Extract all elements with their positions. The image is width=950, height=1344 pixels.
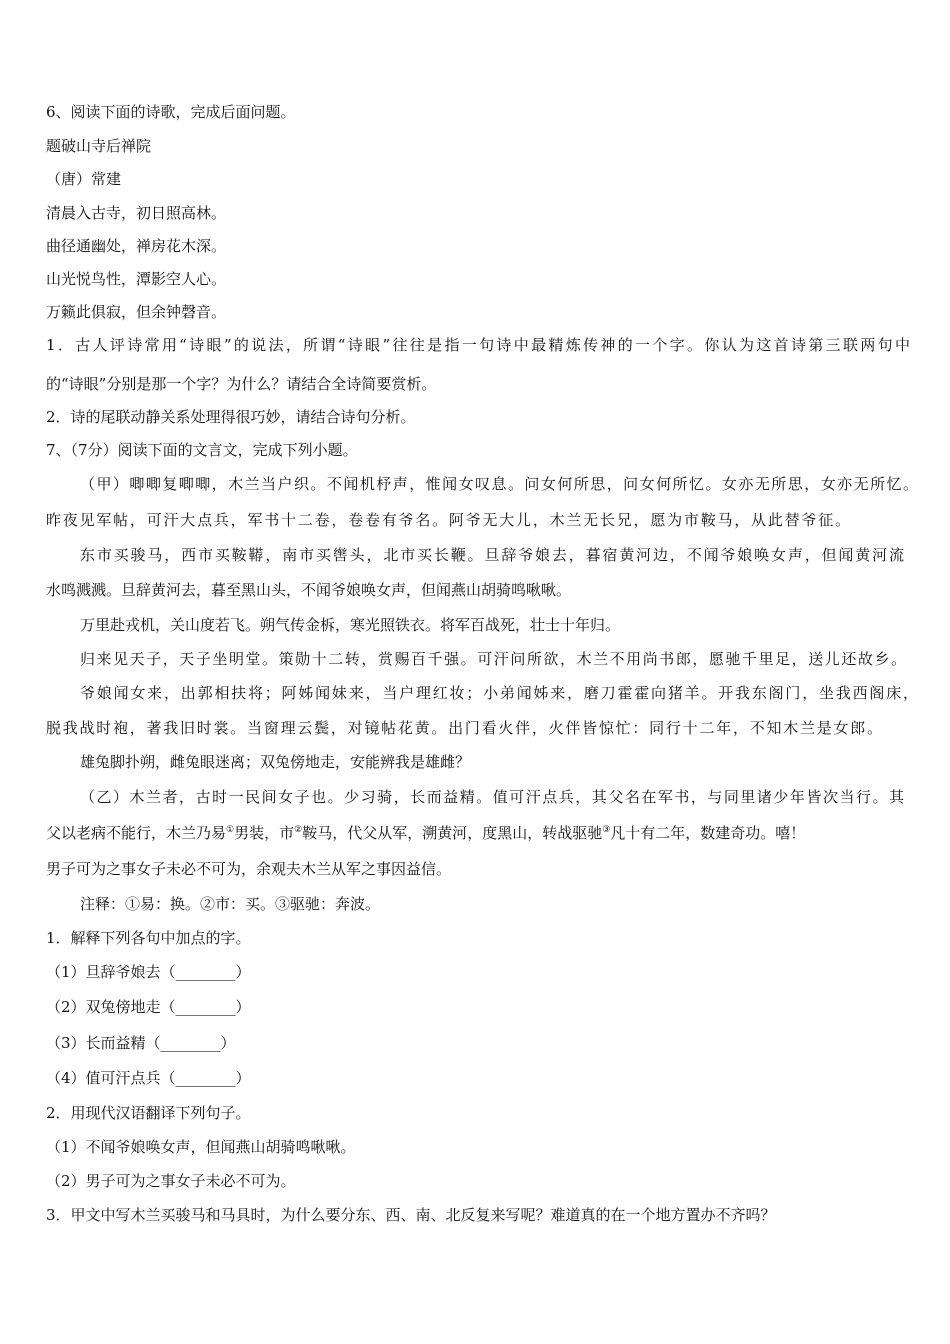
poem-title: 题破山寺后禅院 [46,137,152,155]
poem-author: （唐）常建 [46,170,122,188]
subquestion-1-title: 1．解释下列各句中加点的字。 [46,929,251,947]
q7-intro: 7、（7分）阅读下面的文言文，完成下列小题。 [46,441,358,459]
jia-paragraph-line: （甲）唧唧复唧唧，木兰当户织。不闻机杼声，惟闻女叹息。问女何所思，问女何所忆。女亦无所思，女亦无所忆。 [80,475,918,493]
jia-paragraph-line: 雄兔脚扑朔，雌兔眼迷离；双兔傍地走，安能辨我是雄雌？ [80,753,471,771]
poem-line: 曲径通幽处，禅房花木深。 [46,237,227,255]
yi-paragraph-line: （乙）木兰者，古时一民间女子也。少习骑，长而益精。值可汗点兵，其父名在军书，与同里诸少年皆次当行。其 [80,788,904,806]
jia-paragraph-line: 昨夜见军帖，可汗大点兵，军书十二卷，卷卷有爷名。阿爷无大儿，木兰无长兄，愿为市鞍马，从此替爷征。 [46,511,850,529]
subquestion-1-item: （2）双兔傍地走（________） [46,998,251,1016]
poem-line: 万籁此俱寂，但余钟磬音。 [46,303,227,321]
q6-question-1-cont: 的“诗眼”分别是那一个字？为什么？请结合全诗简要赏析。 [46,375,437,393]
q6-question-1: 1．古人评诗常用“诗眼”的说法，所谓“诗眼”往往是指一句诗中最精炼传神的一个字。你认为这首诗第三联两句中 [46,336,910,354]
q6-intro: 6、阅读下面的诗歌，完成后面问题。 [46,103,296,121]
jia-paragraph-line: 水鸣溅溅。旦辞黄河去，暮至黑山头，不闻爷娘唤女声，但闻燕山胡骑鸣啾啾。 [46,581,572,599]
subquestion-1-item: （1）旦辞爷娘去（________） [46,963,251,981]
footnote-mark: ③ [602,825,611,835]
subquestion-2-item: （2）男子可为之事女子未必不可为。 [46,1172,296,1190]
jia-paragraph-line: 爷娘闻女来，出郭相扶将；阿姊闻妹来，当户理红妆；小弟闻姊来，磨刀霍霍向猪羊。开我东阁门，坐我西阁床， [80,684,918,702]
subquestion-2-title: 2．用现代汉语翻译下列句子。 [46,1104,251,1122]
annotation-note: 注释：①易：换。②市：买。③驱驰：奔波。 [80,895,381,913]
jia-paragraph-line: 万里赴戎机，关山度若飞。朔气传金柝，寒光照铁衣。将军百战死，壮士十年归。 [80,616,621,634]
jia-paragraph-line: 归来见天子，天子坐明堂。策勋十二转，赏赐百千强。可汗问所欲，木兰不用尚书郎，愿驰千里足，送儿还故乡。 [80,650,906,668]
subquestion-3: 3．甲文中写木兰买骏马和马具时，为什么要分东、西、南、北反复来写呢？难道真的在一个地方置办不齐吗？ [46,1206,776,1224]
q6-question-2: 2．诗的尾联动静关系处理得很巧妙，请结合诗句分析。 [46,408,416,426]
yi-paragraph-line: 父以老病不能行，木兰乃易①男装，市②鞍马，代父从军，溯黄河，度黑山，转战驱驰③凡十有二年，数建奇功。嘻！ [46,824,806,842]
poem-line: 山光悦鸟性，潭影空人心。 [46,270,227,288]
subquestion-2-item: （1）不闻爷娘唤女声，但闻燕山胡骑鸣啾啾。 [46,1138,356,1156]
subquestion-1-item: （4）值可汗点兵（________） [46,1069,251,1087]
footnote-mark: ② [294,825,303,835]
yi-paragraph-line: 男子可为之事女子未必不可为，余观夫木兰从军之事因益信。 [46,860,452,878]
poem-line: 清晨入古寺，初日照高林。 [46,204,227,222]
subquestion-1-item: （3）长而益精（________） [46,1034,236,1052]
jia-paragraph-line: 脱我战时袍，著我旧时裳。当窗理云鬓，对镜帖花黄。出门看火伴，火伴皆惊忙：同行十二年，不知木兰是女郎。 [46,719,882,737]
jia-paragraph-line: 东市买骏马，西市买鞍鞯，南市买辔头，北市买长鞭。旦辞爷娘去，暮宿黄河边，不闻爷娘唤女声，但闻黄河流 [80,546,904,564]
footnote-mark: ① [226,825,235,835]
